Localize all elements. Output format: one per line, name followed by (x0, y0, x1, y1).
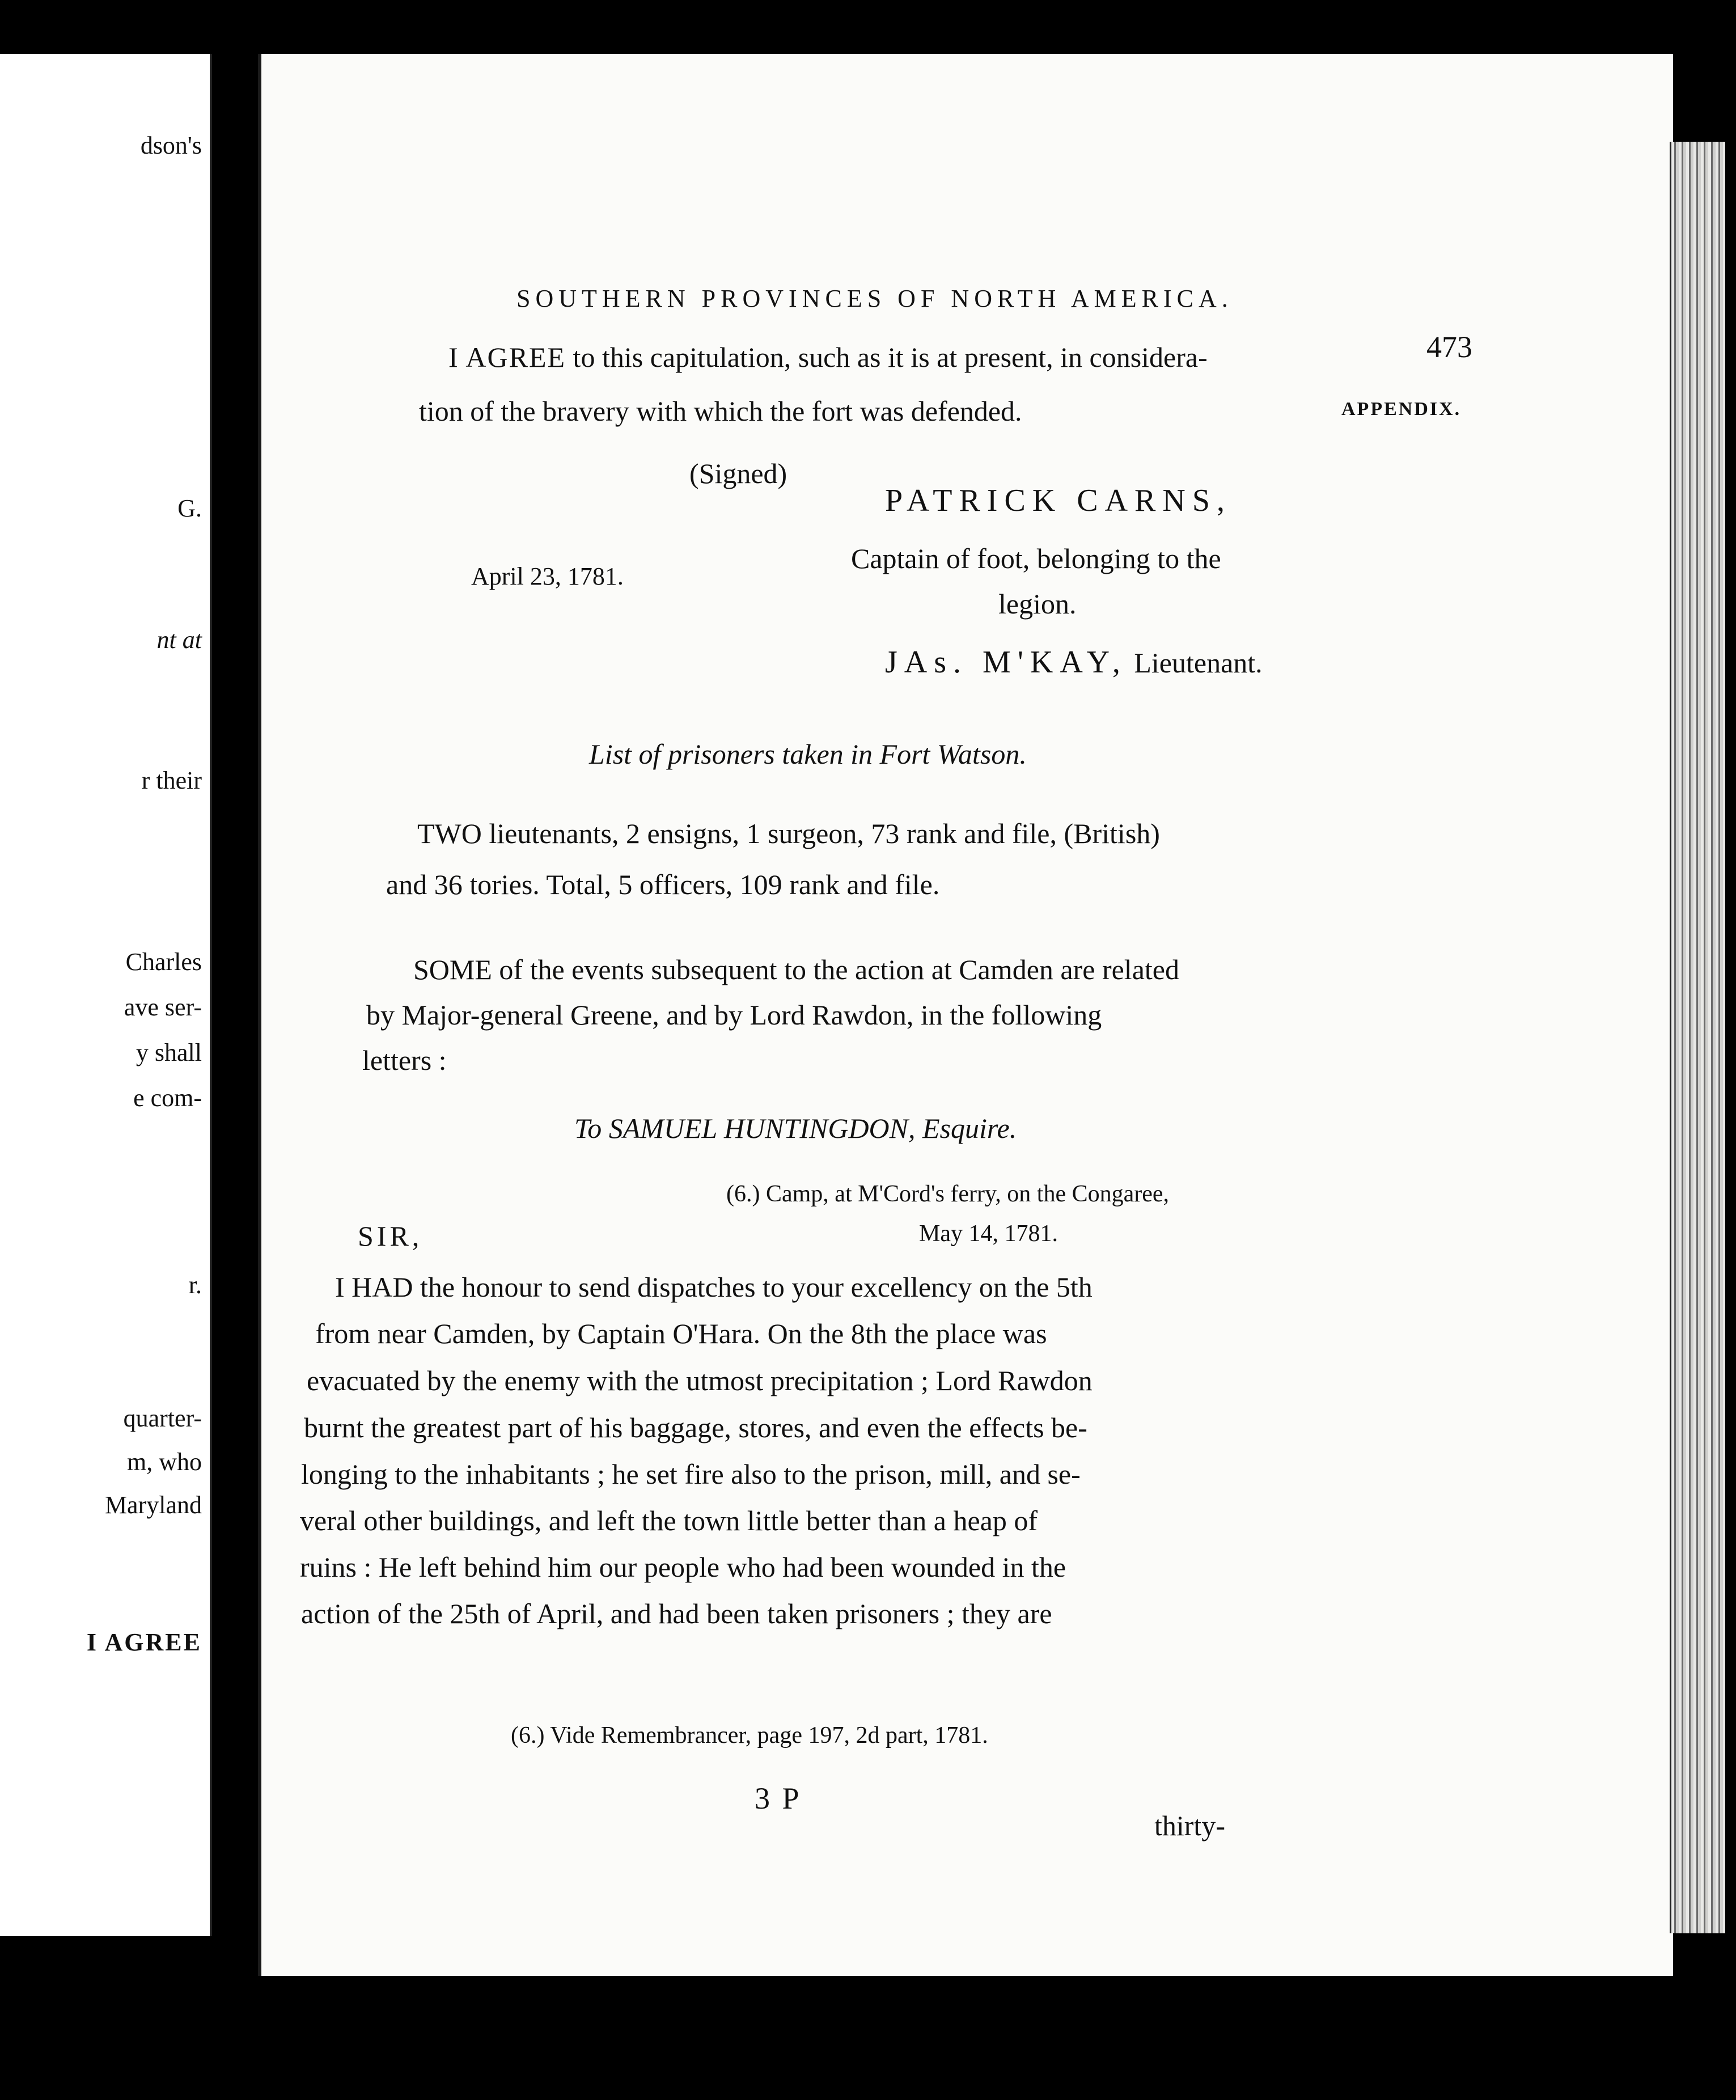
second-signer-name: JAs. M'KAY, (885, 645, 1127, 680)
signer-name: PATRICK CARNS, (885, 483, 1231, 518)
main-page (258, 54, 1673, 1976)
prisoners-line-1: TWO lieutenants, 2 ensigns, 1 surgeon, 73 rank and file, (British) (417, 818, 1160, 849)
capitulation-line-1-text: to this capitulation, such as it is at present, in considera- (573, 341, 1208, 373)
left-fragment: quarter- (123, 1404, 202, 1432)
left-fragment: Charles (125, 948, 202, 976)
left-fragment: r. (188, 1271, 202, 1299)
left-fragment: Maryland (104, 1491, 202, 1519)
left-fragment: nt at (156, 626, 202, 654)
left-fragment: m, who (127, 1448, 202, 1476)
left-fragment: y shall (136, 1039, 202, 1066)
letter-line-2: from near Camden, by Captain O'Hara. On the 8th the place was (315, 1318, 1047, 1349)
footnote: (6.) Vide Remembrancer, page 197, 2d part, 1781. (511, 1722, 988, 1748)
signed-label: (Signed) (689, 458, 787, 489)
left-fragment: I AGREE (86, 1628, 202, 1656)
lead-word: I AGREE (448, 341, 566, 373)
intro-line-2: by Major-general Greene, and by Lord Rawdon, in the following (366, 999, 1102, 1031)
second-signer-rank: Lieutenant. (1134, 647, 1263, 679)
running-title: SOUTHERN PROVINCES OF NORTH AMERICA. (516, 285, 1233, 312)
left-fragment: e com- (133, 1084, 202, 1112)
letter-line-1: I HAD the honour to send dispatches to your excellency on the 5th (335, 1271, 1093, 1303)
capitulation-line-1 (448, 343, 1208, 371)
letter-date: May 14, 1781. (919, 1221, 1058, 1247)
page-number: 473 (1426, 330, 1472, 364)
left-page-fragment (0, 54, 212, 1936)
capitulation-line-2: tion of the bravery with which the fort was defended. (419, 395, 1022, 427)
left-fragment: G. (177, 494, 202, 522)
catchword: thirty- (1154, 1810, 1225, 1841)
letter-place: (6.) Camp, at M'Cord's ferry, on the Congaree, (726, 1181, 1170, 1207)
letter-line-5: longing to the inhabitants ; he set fire also to the prison, mill, and se- (301, 1458, 1081, 1490)
signer-title-2: legion. (998, 588, 1077, 620)
letter-address: To SAMUEL HUNTINGDON, Esquire. (574, 1112, 1017, 1144)
letter-salutation: SIR, (358, 1220, 423, 1252)
left-fragment: dson's (140, 132, 202, 159)
letter-line-3: evacuated by the enemy with the utmost precipitation ; Lord Rawdon (307, 1365, 1093, 1396)
letter-line-4: burnt the greatest part of his baggage, stores, and even the effects be- (304, 1412, 1087, 1443)
capitulation-date: April 23, 1781. (471, 562, 624, 590)
prisoners-line-2: and 36 tories. Total, 5 officers, 109 rank and file. (386, 869, 940, 900)
intro-line-3: letters : (362, 1044, 447, 1076)
signature-mark: 3 P (755, 1781, 802, 1815)
marginal-appendix-label: APPENDIX. (1341, 399, 1462, 420)
intro-line-1: SOME of the events subsequent to the action at Camden are related (413, 954, 1179, 985)
letter-line-8: action of the 25th of April, and had been taken prisoners ; they are (301, 1598, 1052, 1629)
left-fragment: r their (141, 767, 202, 794)
signer-title-1: Captain of foot, belonging to the (851, 543, 1221, 574)
book-page-edges (1670, 142, 1725, 1933)
prisoners-heading: List of prisoners taken in Fort Watson. (589, 738, 1027, 770)
letter-line-6: veral other buildings, and left the town little better than a heap of (300, 1505, 1038, 1536)
letter-line-7: ruins : He left behind him our people who had been wounded in the (300, 1551, 1066, 1583)
second-signer-line (885, 646, 1263, 678)
left-fragment: ave ser- (124, 993, 202, 1021)
